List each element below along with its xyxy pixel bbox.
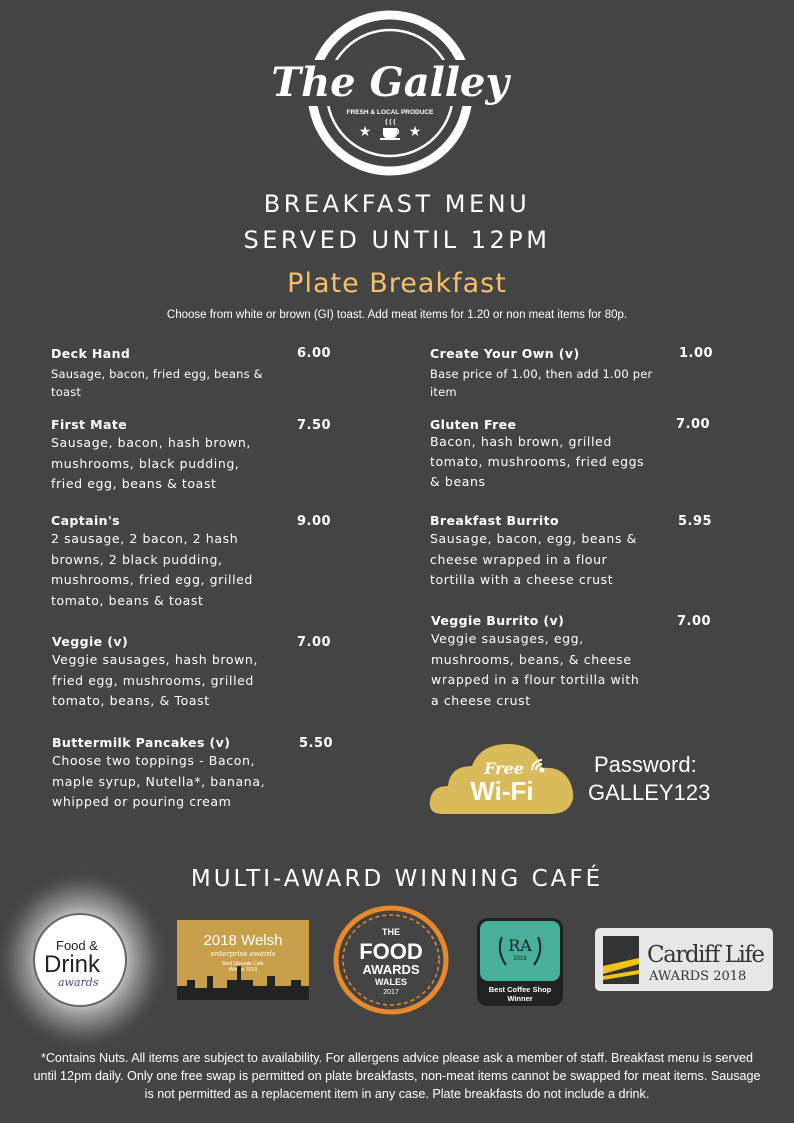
item-description: Sausage, bacon, fried egg, beans & toast xyxy=(51,367,263,399)
item-name: Veggie Burrito (v) xyxy=(431,613,565,628)
wifi-password-label: Password: xyxy=(594,752,697,777)
item-description: 2 sausage, 2 bacon, 2 hash browns, 2 black pudding, mushrooms, fried egg, grilled tomato, beans & toast xyxy=(51,531,253,608)
svg-text:WALES: WALES xyxy=(374,977,408,987)
item-description: Sausage, bacon, hash brown, mushrooms, black pudding, fried egg, beans & toast xyxy=(51,435,252,491)
svg-text:Best Upscale Cafe: Best Upscale Cafe xyxy=(222,961,264,967)
svg-text:Winner 2018: Winner 2018 xyxy=(228,967,258,973)
ra-best-coffee-shop-badge xyxy=(476,917,564,1007)
svg-text:Winner: Winner xyxy=(507,994,533,1003)
item-price: 5.95 xyxy=(678,514,713,529)
svg-text:AWARDS 2018: AWARDS 2018 xyxy=(649,969,747,984)
item-description: Sausage, bacon, egg, beans & cheese wrapped in a flour tortilla with a cheese crust xyxy=(430,531,637,587)
item-price: 7.00 xyxy=(677,614,712,629)
menu-item xyxy=(430,417,645,492)
menu-item xyxy=(430,513,645,591)
svg-text:2018 Welsh: 2018 Welsh xyxy=(203,932,283,949)
item-description: Veggie sausages, hash brown, fried egg, mushrooms, grilled tomato, beans, & Toast xyxy=(52,652,258,708)
welsh-enterprise-award-badge xyxy=(177,920,309,1000)
svg-text:Best Coffee Shop: Best Coffee Shop xyxy=(488,985,552,994)
item-price: 1.00 xyxy=(679,346,714,361)
svg-text:Food &: Food & xyxy=(56,938,98,953)
menu-item xyxy=(52,735,292,813)
coffee-cup-icon xyxy=(380,119,400,140)
svg-text:AWARDS: AWARDS xyxy=(362,962,420,977)
menu-item xyxy=(51,417,266,495)
cardiff-life-awards-badge xyxy=(595,928,773,991)
item-name: Deck Hand xyxy=(51,346,131,361)
logo-wordmark: The Galley xyxy=(271,59,509,106)
svg-text:FOOD: FOOD xyxy=(359,939,423,964)
svg-text:2017: 2017 xyxy=(383,989,399,996)
item-price: 6.00 xyxy=(297,346,332,361)
svg-text:RA: RA xyxy=(508,936,532,955)
awards-title: MULTI-AWARD WINNING CAFÉ xyxy=(190,866,604,892)
item-name: First Mate xyxy=(51,417,128,432)
item-description: Base price of 1.00, then add 1.00 per item xyxy=(430,367,653,399)
item-name: Breakfast Burrito xyxy=(430,513,559,528)
footer-disclaimer: *Contains Nuts. All items are subject to availability. For allergens advice please ask a member of staff. Breakfast menu is served until 12pm daily. Only one free swap is permitted on plate breakfasts, non-meat items cannot be swapped for meat items. Sausage is not permitted as a replacement item in any case. Plate breakfasts do not include a drink. xyxy=(33,1051,761,1101)
item-price: 7.00 xyxy=(676,417,711,432)
star-icon: ★ xyxy=(358,124,372,140)
svg-text:Free: Free xyxy=(484,759,524,778)
svg-text:THE: THE xyxy=(382,927,400,937)
svg-text:Wi-Fi: Wi-Fi xyxy=(470,776,534,806)
item-price: 9.00 xyxy=(297,514,332,529)
item-name: Captain's xyxy=(51,513,121,528)
logo-tagline: FRESH & LOCAL PRODUCE xyxy=(346,109,434,116)
the-galley-logo xyxy=(271,12,509,175)
item-name: Veggie (v) xyxy=(52,634,129,649)
menu-subtitle: SERVED UNTIL 12PM xyxy=(243,226,551,254)
svg-text:enterprise awards: enterprise awards xyxy=(210,950,276,958)
menu-item xyxy=(430,346,660,401)
menu-item xyxy=(52,634,267,712)
menu-item xyxy=(431,613,651,711)
item-description: Choose two toppings - Bacon, maple syrup, Nutella*, banana, whipped or pouring cream xyxy=(52,753,266,809)
section-title: Plate Breakfast xyxy=(287,268,507,299)
item-name: Create Your Own (v) xyxy=(430,346,580,361)
svg-text:Cardiff Life: Cardiff Life xyxy=(647,942,765,968)
svg-text:Drink: Drink xyxy=(44,951,101,978)
food-drink-awards-badge xyxy=(0,860,170,1050)
star-icon: ★ xyxy=(408,124,422,140)
menu-item xyxy=(51,346,266,401)
menu-title: BREAKFAST MENU xyxy=(263,190,531,218)
svg-text:2018: 2018 xyxy=(513,956,527,962)
item-name: Buttermilk Pancakes (v) xyxy=(52,735,231,750)
wifi-cloud-icon xyxy=(428,740,576,816)
item-price: 7.00 xyxy=(297,635,332,650)
svg-text:awards: awards xyxy=(58,976,99,989)
item-price: 7.50 xyxy=(297,418,332,433)
wifi-password: GALLEY123 xyxy=(588,780,711,805)
item-name: Gluten Free xyxy=(430,417,517,432)
food-awards-wales-badge xyxy=(330,905,452,1015)
item-description: Bacon, hash brown, grilled tomato, mushrooms, fried eggs & beans xyxy=(430,434,645,489)
item-price: 5.50 xyxy=(299,736,334,751)
section-intro: Choose from white or brown (GI) toast. Add meat items for 1.20 or non meat items for 80p. xyxy=(166,309,628,321)
menu-item xyxy=(51,513,266,611)
item-description: Veggie sausages, egg, mushrooms, beans, & cheese wrapped in a flour tortilla with a cheese crust xyxy=(431,631,640,708)
